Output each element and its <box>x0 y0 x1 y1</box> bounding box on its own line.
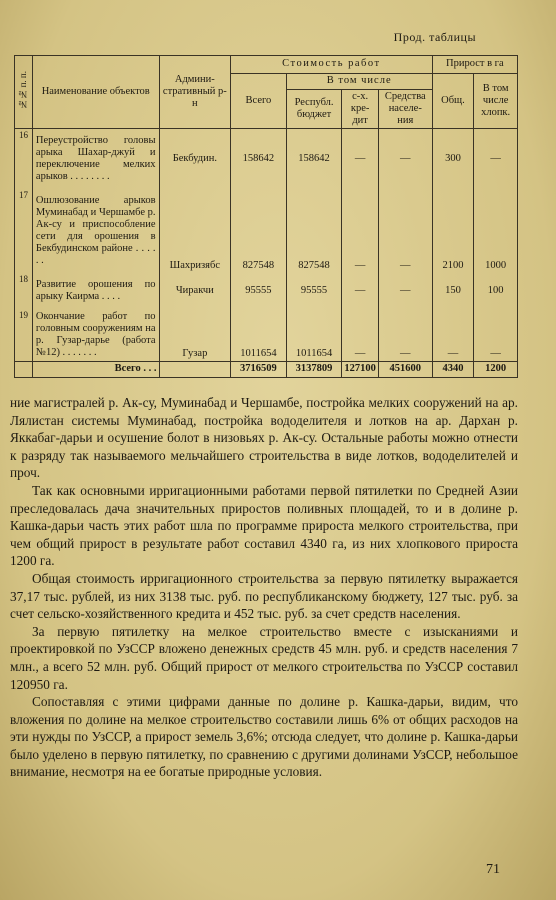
table-row: 18 Развитие орошения по арыку Каирма . . . . Чиракчи 95555 95555 — — 150 100 <box>15 273 518 309</box>
header-num: №№ п. п. <box>15 56 33 129</box>
table-row: 17 Ошлюзование арыков Муминабад и Чершамбе р. Ак-су и приспособление сети для орошения в Бекбудинском районе . . . . . . Шахризябс 827548 827548 — — 2100 1000 <box>15 189 518 273</box>
table-row: 19 Окончание работ по головным сооружениям на р. Гузар-дарье (работа №12) . . . . . . . Гузар 1011654 1011654 — — — — <box>15 309 518 362</box>
header-republic: Республ. бюджет <box>286 90 342 129</box>
header-total: Всего <box>231 74 287 129</box>
body-text <box>10 394 518 781</box>
paragraph: Общая стоимость ирригационного строительства за первую пятилетку выражается 37,17 тыс. рублей, из них 3138 тыс. руб. по республиканскому бюджету, 127 тыс. руб. за счет сельско-хозяйственного кредита и 452 тыс. руб. за счет средств населения. <box>10 570 518 622</box>
header-growth-total: Общ. <box>432 74 474 129</box>
page-number: 71 <box>486 862 500 877</box>
table-continuation-caption: Прод. таблицы <box>393 30 476 44</box>
header-agri-credit: с-х. кре-дит <box>342 90 379 129</box>
paragraph: Так как основными ирригационными работами первой пятилетки по Средней Азии преследовалась дача значительных приростов поливных площадей, то и в долине р. Кашка-дарьи часть этих работ шла по программе прироста мелкого строительства, при чем общий прирост в результате работ составил 4340 га, из них хлопкового прироста 1200 га. <box>10 482 518 569</box>
table-total-row: Всего . . . 3716509 3137809 127100 451600 4340 1200 <box>15 361 518 377</box>
header-population: Средства населе-ния <box>378 90 432 129</box>
header-district: Админи-стративный р-н <box>159 56 231 129</box>
paragraph: За первую пятилетку на мелкое строительство вместе с изысканиями и проектировкой по УзССР вложено денежных средств 45 млн. руб. и средств населения 7 млн., а всего 52 млн. руб. Общий прирост от мелкого строительства по УзССР составил 120950 га. <box>10 623 518 692</box>
table-row: 16 Переустройство головы арыка Шахар-джуй и переключение мелких арыков . . . . . . . . Бекбудин. 158642 158642 — — 300 — <box>15 129 518 189</box>
cost-table <box>14 55 518 378</box>
header-incl: В том числе <box>286 74 432 90</box>
header-growth-group: Прирост в га <box>432 56 517 74</box>
header-growth-cotton: В том числе хлопк. <box>474 74 518 129</box>
paragraph: ние магистралей р. Ак-су, Муминабад и Чершамбе, постройка мелких сооружений на ар. Лялистан системы Муминабад, постройка вододелителя и лотков на ар. Дархан р. Яккабаг-дарьи и осушение болот в низовьях р. Ак-су. Остальные работы можно отнести к разряду так называемого мельчайшего строительства в виде лотков, вододелителей и проч. <box>10 395 518 481</box>
paragraph: Сопоставляя с этими цифрами данные по долине р. Кашка-дарьи, видим, что вложения по долине на мелкое строительство составили лишь 6% от общих расходов на эти нужды по УзССР, а прирост земель 3,6%; отсюда следует, что долине р. Кашка-дарьи было уделено в первую пятилетку, по сравнению с другими долинами УзССР, небольшое внимание, несмотря на ее богатые природные условия. <box>10 694 518 780</box>
header-cost-group: Стоимость работ <box>231 56 433 74</box>
header-name: Наименование объектов <box>32 56 159 129</box>
